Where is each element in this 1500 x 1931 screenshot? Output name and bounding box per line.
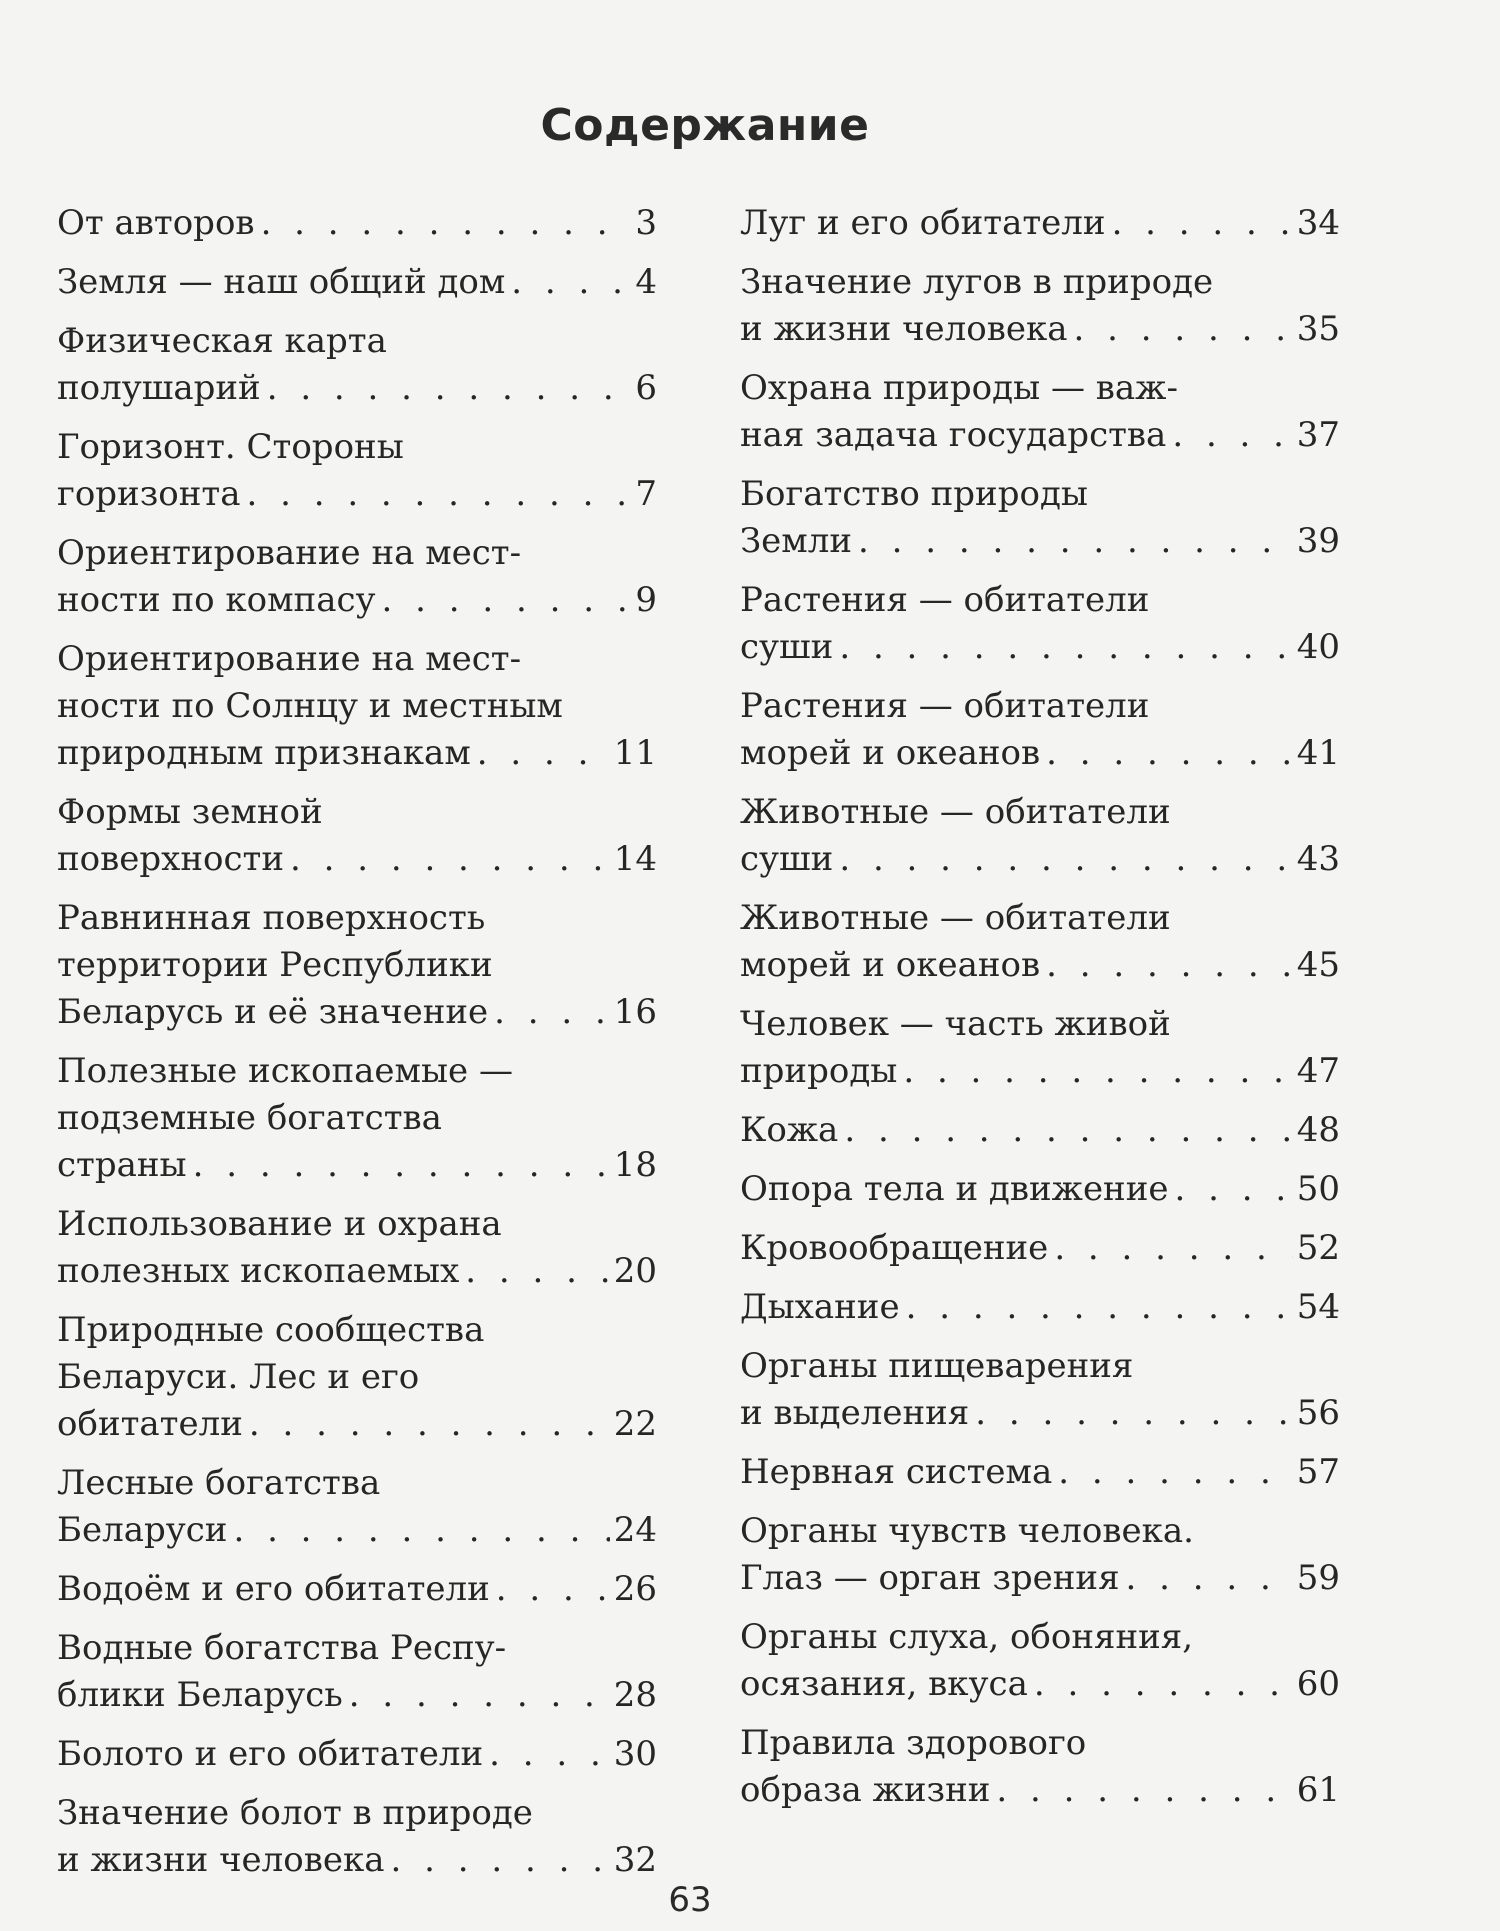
toc-entry-page-number: 60 bbox=[1296, 1664, 1340, 1704]
toc-entry-title-line: Полезные ископаемые — bbox=[57, 1051, 513, 1091]
toc-entry bbox=[740, 259, 1340, 353]
toc-entry-title-line: Растения — обитатели bbox=[740, 580, 1150, 620]
toc-entry-title-line: полушарий bbox=[57, 368, 261, 408]
toc-entry-title-line: блики Беларусь bbox=[57, 1675, 343, 1715]
toc-entry bbox=[740, 683, 1340, 777]
toc-entry-final-line bbox=[740, 518, 1340, 565]
toc-entry-title-line: Человек — часть живой bbox=[740, 1004, 1171, 1044]
toc-entry-page-number: 24 bbox=[613, 1510, 657, 1550]
toc-entry-title-line: Нервная система bbox=[740, 1452, 1053, 1492]
toc-entry-page-number: 30 bbox=[613, 1734, 657, 1774]
toc-entry-title-line: ная задача государства bbox=[740, 415, 1167, 455]
dot-leader bbox=[833, 624, 1292, 671]
toc-entry bbox=[57, 259, 657, 306]
dot-leader bbox=[385, 1837, 610, 1884]
toc-entry-page-number: 18 bbox=[613, 1145, 657, 1185]
toc-entry-page-number: 45 bbox=[1296, 945, 1340, 985]
toc-entry-page-number: 37 bbox=[1296, 415, 1340, 455]
toc-entry-final-line bbox=[740, 200, 1340, 247]
toc-entry bbox=[740, 1343, 1340, 1437]
toc-entry-title-line: Кожа bbox=[740, 1110, 839, 1150]
toc-entry bbox=[740, 1166, 1340, 1213]
toc-left-column bbox=[57, 200, 657, 1896]
toc-entry-title-line: Охрана природы — важ- bbox=[740, 368, 1178, 408]
dot-leader bbox=[483, 1731, 610, 1778]
toc-entry-page-number: 59 bbox=[1296, 1558, 1340, 1598]
toc-entry-title-line: Горизонт. Стороны bbox=[57, 427, 404, 467]
dot-leader bbox=[897, 1048, 1292, 1095]
toc-entry bbox=[57, 530, 657, 624]
toc-entry bbox=[740, 1284, 1340, 1331]
toc-entry-final-line bbox=[57, 577, 657, 624]
dot-leader bbox=[1028, 1661, 1293, 1708]
toc-entry-final-line bbox=[740, 1767, 1340, 1814]
toc-entry-final-line bbox=[740, 1225, 1340, 1272]
toc-entry-title-line: морей и океанов bbox=[740, 945, 1041, 985]
dot-leader bbox=[459, 1248, 609, 1295]
toc-entry-final-line bbox=[57, 1248, 657, 1295]
toc-entry-title-line: Глаз — орган зрения bbox=[740, 1558, 1120, 1598]
toc-entry bbox=[740, 895, 1340, 989]
toc-entry-final-line bbox=[57, 1731, 657, 1778]
dot-leader bbox=[969, 1390, 1293, 1437]
toc-entry-final-line bbox=[740, 1107, 1340, 1154]
toc-entry-title-line: От авторов bbox=[57, 203, 255, 243]
toc-entry bbox=[740, 1107, 1340, 1154]
toc-entry-page-number: 26 bbox=[613, 1569, 657, 1609]
toc-entry-title-line: обитатели bbox=[57, 1404, 243, 1444]
toc-entry-page-number: 11 bbox=[613, 733, 657, 773]
dot-leader bbox=[187, 1142, 610, 1189]
toc-entry-title-line: Органы чувств человека. bbox=[740, 1511, 1194, 1551]
toc-entry-title-line: природы bbox=[740, 1051, 898, 1091]
toc-entry-final-line bbox=[57, 1566, 657, 1613]
dot-leader bbox=[343, 1672, 610, 1719]
toc-entry-final-line bbox=[740, 1661, 1340, 1708]
toc-entry-page-number: 14 bbox=[613, 839, 657, 879]
toc-entry-title-line: Дыхание bbox=[740, 1287, 900, 1327]
toc-entry-page-number: 28 bbox=[613, 1675, 657, 1715]
toc-entry-title-line: Животные — обитатели bbox=[740, 792, 1171, 832]
toc-entry-title-line: Растения — обитатели bbox=[740, 686, 1150, 726]
toc-entry-page-number: 7 bbox=[635, 474, 657, 514]
toc-entry-final-line bbox=[57, 1672, 657, 1719]
toc-entry-title-line: Кровообращение bbox=[740, 1228, 1049, 1268]
toc-entry bbox=[57, 424, 657, 518]
toc-entry-title-line: Земля — наш общий дом bbox=[57, 262, 506, 302]
toc-entry-title-line: Болото и его обитатели bbox=[57, 1734, 484, 1774]
toc-right-column bbox=[740, 200, 1340, 1826]
toc-entry-final-line bbox=[740, 1048, 1340, 1095]
toc-entry-page-number: 16 bbox=[613, 992, 657, 1032]
toc-entry-page-number: 47 bbox=[1296, 1051, 1340, 1091]
toc-entry bbox=[57, 1460, 657, 1554]
toc-entry-final-line bbox=[57, 471, 657, 518]
toc-entry-final-line bbox=[57, 989, 657, 1036]
dot-leader bbox=[505, 259, 631, 306]
toc-entry-final-line bbox=[740, 1284, 1340, 1331]
dot-leader bbox=[227, 1507, 609, 1554]
toc-entry-title-line: Равнинная поверхность bbox=[57, 898, 486, 938]
toc-entry bbox=[740, 1614, 1340, 1708]
dot-leader bbox=[240, 471, 631, 518]
page-number: 63 bbox=[668, 1880, 712, 1920]
toc-entry-final-line bbox=[57, 1837, 657, 1884]
toc-entry bbox=[57, 636, 657, 777]
toc-entry-page-number: 43 bbox=[1296, 839, 1340, 879]
toc-entry-final-line bbox=[740, 942, 1340, 989]
toc-entry-final-line bbox=[57, 1142, 657, 1189]
toc-entry bbox=[57, 1625, 657, 1719]
toc-entry-page-number: 57 bbox=[1296, 1452, 1340, 1492]
toc-entry bbox=[740, 1720, 1340, 1814]
toc-entry-title-line: полезных ископаемых bbox=[57, 1251, 460, 1291]
toc-entry-page-number: 6 bbox=[635, 368, 657, 408]
toc-entry bbox=[57, 895, 657, 1036]
toc-entry-title-line: Беларуси. Лес и его bbox=[57, 1357, 420, 1397]
toc-entry-page-number: 32 bbox=[613, 1840, 657, 1880]
toc-entry-title-line: подземные богатства bbox=[57, 1098, 442, 1138]
toc-entry-final-line bbox=[57, 730, 657, 777]
toc-entry-final-line bbox=[740, 1166, 1340, 1213]
toc-entry bbox=[740, 471, 1340, 565]
toc-entry-title-line: морей и океанов bbox=[740, 733, 1041, 773]
toc-entry-title-line: образа жизни bbox=[740, 1770, 991, 1810]
toc-entry-page-number: 39 bbox=[1296, 521, 1340, 561]
dot-leader bbox=[833, 836, 1292, 883]
dot-leader bbox=[1120, 1555, 1293, 1602]
dot-leader bbox=[1040, 942, 1293, 989]
toc-entry-final-line bbox=[740, 1390, 1340, 1437]
dot-leader bbox=[1052, 1449, 1292, 1496]
dot-leader bbox=[990, 1767, 1292, 1814]
toc-entry-title-line: Ориентирование на мест- bbox=[57, 533, 522, 573]
dot-leader bbox=[1040, 730, 1293, 777]
dot-leader bbox=[1169, 1166, 1293, 1213]
dot-leader bbox=[261, 365, 632, 412]
toc-entry-title-line: Природные сообщества bbox=[57, 1310, 485, 1350]
toc-entry-title-line: Органы слуха, обоняния, bbox=[740, 1617, 1194, 1657]
toc-entry-final-line bbox=[740, 1555, 1340, 1602]
toc-entry-title-line: Беларусь и её значение bbox=[57, 992, 489, 1032]
toc-entry bbox=[740, 1001, 1340, 1095]
toc-entry-final-line bbox=[57, 200, 657, 247]
toc-entry-title-line: Водоём и его обитатели bbox=[57, 1569, 490, 1609]
toc-entry-page-number: 41 bbox=[1296, 733, 1340, 773]
toc-entry-title-line: Использование и охрана bbox=[57, 1204, 502, 1244]
toc-entry-page-number: 50 bbox=[1296, 1169, 1340, 1209]
toc-entry-title-line: Ориентирование на мест- bbox=[57, 639, 522, 679]
toc-entry-title-line: суши bbox=[740, 627, 834, 667]
dot-leader bbox=[376, 577, 632, 624]
dot-leader bbox=[852, 518, 1293, 565]
toc-entry-title-line: Луг и его обитатели bbox=[740, 203, 1106, 243]
toc-entry-final-line bbox=[740, 412, 1340, 459]
dot-leader bbox=[1048, 1225, 1292, 1272]
toc-entry-final-line bbox=[740, 306, 1340, 353]
toc-entry-page-number: 34 bbox=[1296, 203, 1340, 243]
dot-leader bbox=[284, 836, 610, 883]
dot-leader bbox=[1068, 306, 1293, 353]
toc-entry-title-line: Формы земной bbox=[57, 792, 323, 832]
toc-entry bbox=[57, 1307, 657, 1448]
toc-entry bbox=[57, 1790, 657, 1884]
toc-entry bbox=[57, 1566, 657, 1613]
toc-entry bbox=[57, 318, 657, 412]
toc-entry bbox=[740, 1508, 1340, 1602]
toc-entry bbox=[740, 1449, 1340, 1496]
dot-leader bbox=[488, 989, 610, 1036]
toc-entry-title-line: Значение болот в природе bbox=[57, 1793, 533, 1833]
toc-entry-page-number: 40 bbox=[1296, 627, 1340, 667]
toc-entry-page-number: 20 bbox=[613, 1251, 657, 1291]
toc-entry bbox=[740, 1225, 1340, 1272]
dot-leader bbox=[471, 730, 610, 777]
toc-entry-title-line: Лесные богатства bbox=[57, 1463, 381, 1503]
dot-leader bbox=[255, 200, 632, 247]
toc-entry bbox=[740, 200, 1340, 247]
toc-entry-title-line: Опора тела и движение bbox=[740, 1169, 1169, 1209]
toc-entry-title-line: осязания, вкуса bbox=[740, 1664, 1028, 1704]
toc-entry-title-line: и жизни человека bbox=[57, 1840, 385, 1880]
page-title: Содержание bbox=[540, 100, 870, 151]
dot-leader bbox=[838, 1107, 1292, 1154]
toc-entry-page-number: 48 bbox=[1296, 1110, 1340, 1150]
toc-entry-final-line bbox=[740, 624, 1340, 671]
toc-entry-page-number: 3 bbox=[635, 203, 657, 243]
toc-entry-title-line: ности по Солнцу и местным bbox=[57, 686, 563, 726]
toc-entry-title-line: ности по компасу bbox=[57, 580, 376, 620]
toc-entry bbox=[57, 1731, 657, 1778]
toc-entry-page-number: 56 bbox=[1296, 1393, 1340, 1433]
toc-entry bbox=[740, 577, 1340, 671]
toc-entry-title-line: Физическая карта bbox=[57, 321, 387, 361]
toc-entry-title-line: поверхности bbox=[57, 839, 284, 879]
toc-entry-title-line: Органы пищеварения bbox=[740, 1346, 1134, 1386]
toc-entry-title-line: горизонта bbox=[57, 474, 241, 514]
dot-leader bbox=[243, 1401, 610, 1448]
toc-entry bbox=[57, 200, 657, 247]
toc-entry-title-line: Значение лугов в природе bbox=[740, 262, 1214, 302]
toc-entry-title-line: природным признакам bbox=[57, 733, 471, 773]
toc-entry-final-line bbox=[740, 730, 1340, 777]
toc-entry bbox=[740, 365, 1340, 459]
dot-leader bbox=[1166, 412, 1292, 459]
toc-entry-title-line: суши bbox=[740, 839, 834, 879]
toc-entry bbox=[57, 1048, 657, 1189]
toc-entry-page-number: 22 bbox=[613, 1404, 657, 1444]
toc-entry-final-line bbox=[57, 1401, 657, 1448]
toc-entry-title-line: и жизни человека bbox=[740, 309, 1068, 349]
toc-entry-page-number: 9 bbox=[635, 580, 657, 620]
toc-entry-page-number: 54 bbox=[1296, 1287, 1340, 1327]
toc-entry-title-line: Животные — обитатели bbox=[740, 898, 1171, 938]
toc-entry-page-number: 52 bbox=[1296, 1228, 1340, 1268]
toc-entry-title-line: Земли bbox=[740, 521, 853, 561]
toc-entry-final-line bbox=[740, 1449, 1340, 1496]
toc-entry-final-line bbox=[740, 836, 1340, 883]
dot-leader bbox=[1106, 200, 1293, 247]
toc-entry-title-line: Богатство природы bbox=[740, 474, 1088, 514]
toc-entry bbox=[57, 1201, 657, 1295]
toc-entry-title-line: территории Республики bbox=[57, 945, 493, 985]
toc-entry-title-line: Беларуси bbox=[57, 1510, 228, 1550]
toc-entry-page-number: 35 bbox=[1296, 309, 1340, 349]
toc-entry bbox=[740, 789, 1340, 883]
toc-entry-page-number: 4 bbox=[635, 262, 657, 302]
toc-entry-title-line: Водные богатства Респу- bbox=[57, 1628, 507, 1668]
toc-entry-title-line: Правила здорового bbox=[740, 1723, 1087, 1763]
toc-entry bbox=[57, 789, 657, 883]
toc-entry-final-line bbox=[57, 836, 657, 883]
toc-entry-final-line bbox=[57, 259, 657, 306]
toc-entry-final-line bbox=[57, 365, 657, 412]
toc-entry-title-line: страны bbox=[57, 1145, 187, 1185]
dot-leader bbox=[900, 1284, 1293, 1331]
toc-entry-page-number: 61 bbox=[1296, 1770, 1340, 1810]
toc-entry-title-line: и выделения bbox=[740, 1393, 970, 1433]
toc-entry-final-line bbox=[57, 1507, 657, 1554]
dot-leader bbox=[490, 1566, 610, 1613]
